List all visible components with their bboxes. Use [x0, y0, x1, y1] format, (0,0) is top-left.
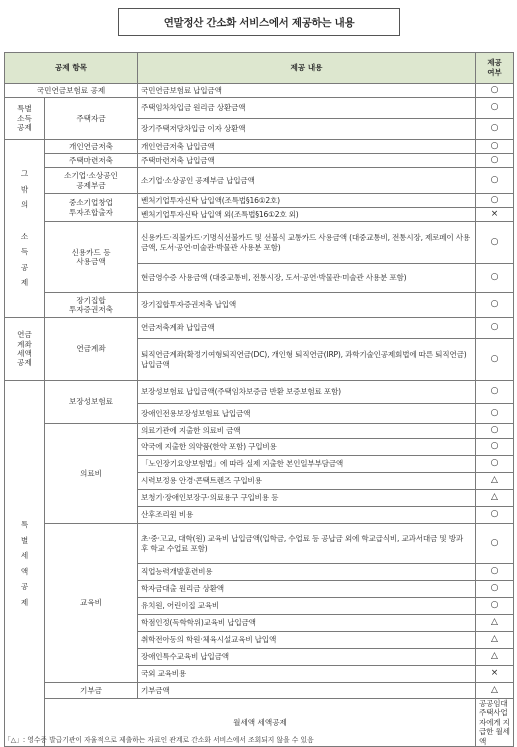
- content-item: 유치원, 어린이집 교육비: [138, 598, 476, 615]
- availability-mark: △: [476, 615, 514, 632]
- availability-mark: ○: [476, 439, 514, 456]
- availability-mark: ○: [476, 318, 514, 339]
- table-row: [5, 154, 514, 168]
- content-item: 소기업·소상공인 공제부금 납입금액: [138, 168, 476, 194]
- table-row: [5, 84, 514, 98]
- availability-mark: ×: [476, 208, 514, 222]
- availability-mark: ○: [476, 84, 514, 98]
- availability-mark: ○: [476, 381, 514, 404]
- category-other-income: 그 밖 의 소 득 공 제: [5, 140, 45, 318]
- content-item: 공공임대주택사업자에게 지급한 월세액: [476, 699, 514, 747]
- content-item: 직업능력개발훈련비용: [138, 564, 476, 581]
- content-item: 개인연금저축 납입금액: [138, 140, 476, 154]
- header-available: 제공 여부: [476, 53, 514, 84]
- content-item: 산후조리원 비용: [138, 507, 476, 524]
- header-category: 공제 항목: [5, 53, 138, 84]
- availability-mark: ○: [476, 339, 514, 381]
- content-item: 연금저축계좌 납입금액: [138, 318, 476, 339]
- content-item: 현금영수증 사용금액 (대중교통비, 전통시장, 도서·공연·박물관·미술관 사용분 포함): [138, 264, 476, 293]
- availability-mark: ○: [476, 564, 514, 581]
- table-row: [5, 168, 514, 194]
- content-item: 장애인특수교육비 납입금액: [138, 649, 476, 666]
- subcategory-donation: 기부금: [45, 683, 138, 699]
- availability-mark: ○: [476, 98, 514, 119]
- availability-mark: ○: [476, 424, 514, 439]
- subcategory-medical: 의료비: [45, 424, 138, 524]
- page-title: 연말정산 간소화 서비스에서 제공하는 내용: [163, 16, 355, 29]
- availability-mark: ○: [476, 154, 514, 168]
- content-item: 의료기관에 지출한 의료비 금액: [138, 424, 476, 439]
- subcategory-sme-venture: 중소기업창업 투자조합출자: [45, 194, 138, 222]
- subcategory-housing-savings: 주택마련저축: [45, 154, 138, 168]
- category-special-income: 특별 소득 공제: [5, 98, 45, 140]
- content-item: 주택마련저축 납입금액: [138, 154, 476, 168]
- subcategory-long-term-fund: 장기집합 투자증권저축: [45, 293, 138, 318]
- content-item: 벤처기업투자신탁 납입액 외(조특법§16①2호 외): [138, 208, 476, 222]
- content-item: 보청기·장애인보장구·의료용구 구입비용 등: [138, 490, 476, 507]
- category-pension-tax: 연금 계좌 세액 공제: [5, 318, 45, 381]
- content-item: 장애인전용보장성보험료 납입금액: [138, 404, 476, 424]
- content-item: 취학전아동의 학원·체육시설교육비 납입액: [138, 632, 476, 649]
- category-special-tax: 특 별 세 액 공 제: [5, 381, 45, 747]
- availability-mark: ○: [476, 168, 514, 194]
- content-item: 국민연금보험료 납입금액: [138, 84, 476, 98]
- availability-mark: △: [476, 649, 514, 666]
- subcategory-housing-funds: 주택자금: [45, 98, 138, 140]
- content-item: 장기집합투자증권저축 납입액: [138, 293, 476, 318]
- availability-mark: ○: [476, 119, 514, 140]
- table-row: [5, 524, 514, 564]
- content-item: 퇴직연금계좌(확정기여형퇴직연금(DC), 개인형 퇴직연금(IRP), 과학기술인공제회법에 따른 퇴직연금) 납입금액: [138, 339, 476, 381]
- availability-mark: △: [476, 490, 514, 507]
- content-item: 약국에 지출한 의약품(한약 포함) 구입비용: [138, 439, 476, 456]
- content-item: 초·중·고교, 대학(원) 교육비 납입금액(입학금, 수업료 등 공납금 외에 학교급식비, 교과서대금 및 방과 후 학교 수업료 포함): [138, 524, 476, 564]
- content-item: 시력보정용 안경·콘택트렌즈 구입비용: [138, 473, 476, 490]
- content-item: 국외 교육비용: [138, 666, 476, 683]
- content-item: 장기주택저당차입금 이자 상환액: [138, 119, 476, 140]
- availability-mark: ○: [476, 140, 514, 154]
- availability-mark: ○: [476, 581, 514, 598]
- availability-mark: ○: [476, 524, 514, 564]
- availability-mark: ○: [476, 293, 514, 318]
- availability-mark: △: [476, 632, 514, 649]
- category-rent: 월세액 세액공제: [45, 699, 476, 747]
- content-item: 학자금대출 원리금 상환액: [138, 581, 476, 598]
- subcategory-credit-card: 신용카드 등 사용금액: [45, 222, 138, 293]
- content-item: 학점인정(독학학위)교육비 납입금액: [138, 615, 476, 632]
- subcategory-education: 교육비: [45, 524, 138, 683]
- subcategory-personal-pension: 개인연금저축: [45, 140, 138, 154]
- table-row: [5, 140, 514, 154]
- content-item: 신용카드·직불카드·기명식선불카드 및 선불식 교통카드 사용금액 (대중교통비, 전통시장, 제로페이 사용금액, 도서·공연·미술관·박물관 사용분 포함): [138, 222, 476, 264]
- availability-mark: ○: [476, 507, 514, 524]
- table-row: [5, 683, 514, 699]
- category-national-pension: 국민연금보험료 공제: [5, 84, 138, 98]
- availability-mark: ○: [476, 598, 514, 615]
- title-box: [118, 8, 400, 36]
- subcategory-small-business: 소기업·소상공인 공제부금: [45, 168, 138, 194]
- availability-mark: ○: [476, 222, 514, 264]
- content-item: 보장성보험료 납입금액(주택임차보증금 반환 보증보험료 포함): [138, 381, 476, 404]
- footnote: 「△」: 영수증 발급기관이 자율적으로 제출하는 자료인 관계로 간소화 서비스에서 조회되지 않을 수 있음: [4, 736, 314, 744]
- table-row: [5, 424, 514, 439]
- content-item: 주택임차차입금 원리금 상환금액: [138, 98, 476, 119]
- table-row: [5, 381, 514, 404]
- availability-mark: ×: [476, 666, 514, 683]
- content-item: 「노인장기요양보험법」에 따라 실제 지출한 본인일부부담금액: [138, 456, 476, 473]
- availability-mark: ○: [476, 264, 514, 293]
- header-content: 제공 내용: [138, 53, 476, 84]
- availability-mark: ○: [476, 194, 514, 208]
- table-row: [5, 98, 514, 119]
- availability-mark: △: [476, 473, 514, 490]
- table-row: [5, 293, 514, 318]
- availability-mark: ○: [476, 456, 514, 473]
- table-row: [5, 318, 514, 339]
- deduction-table: [4, 52, 514, 747]
- subcategory-insurance: 보장성보험료: [45, 381, 138, 424]
- content-item: 기부금액: [138, 683, 476, 699]
- table-header-row: [5, 53, 514, 84]
- table-row: [5, 194, 514, 208]
- content-item: 벤처기업투자신탁 납입액(조특법§16①2호): [138, 194, 476, 208]
- availability-mark: ○: [476, 404, 514, 424]
- table-row: [5, 222, 514, 264]
- subcategory-pension-account: 연금계좌: [45, 318, 138, 381]
- availability-mark: △: [476, 683, 514, 699]
